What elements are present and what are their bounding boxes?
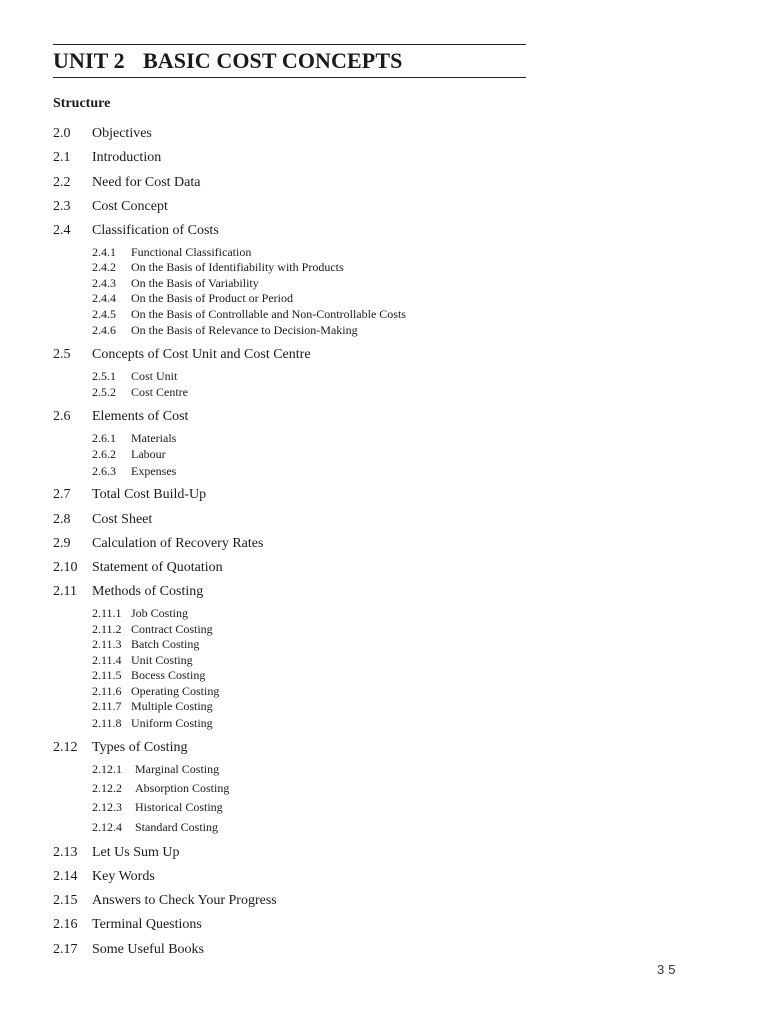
- toc-subnumber: 2.4.5: [92, 307, 116, 321]
- toc-title: Total Cost Build-Up: [92, 487, 207, 502]
- toc-number: 2.6: [53, 409, 71, 424]
- toc-subtitle: Bocess Costing: [131, 668, 206, 682]
- toc-entry: [53, 559, 223, 577]
- toc-subentry: [92, 307, 406, 322]
- header-rule-bottom: [53, 77, 526, 78]
- toc-subnumber: 2.6.3: [92, 464, 116, 478]
- toc-subtitle: Cost Centre: [131, 385, 188, 399]
- toc-number: 2.1: [53, 150, 71, 165]
- toc-subnumber: 2.4.3: [92, 276, 116, 290]
- toc-title: Elements of Cost: [92, 409, 189, 424]
- toc-number: 2.11: [53, 584, 77, 599]
- toc-title: Statement of Quotation: [92, 560, 223, 575]
- toc-number: 2.13: [53, 845, 78, 860]
- toc-subentry: [92, 762, 219, 777]
- toc-subtitle: Labour: [131, 447, 166, 461]
- toc-number: 2.15: [53, 893, 78, 908]
- toc-subtitle: Job Costing: [131, 606, 189, 620]
- toc-number: 2.3: [53, 199, 71, 214]
- toc-title: Some Useful Books: [92, 942, 204, 957]
- toc-entry: [53, 222, 219, 240]
- toc-subtitle: Materials: [131, 431, 177, 445]
- toc-entry: [53, 844, 180, 862]
- toc-subnumber: 2.12.2: [92, 781, 122, 795]
- toc-subtitle: Marginal Costing: [135, 762, 220, 776]
- toc-subtitle: Standard Costing: [135, 820, 218, 834]
- toc-entry: [53, 583, 203, 601]
- toc-subentry: [92, 276, 259, 291]
- toc-subentry: [92, 800, 223, 815]
- toc-subnumber: 2.11.2: [92, 622, 122, 636]
- toc-entry: [53, 346, 311, 364]
- toc-entry: [53, 198, 168, 216]
- toc-title: Terminal Questions: [92, 917, 202, 932]
- toc-entry: [53, 149, 161, 167]
- toc-subtitle: Expenses: [131, 464, 177, 478]
- toc-subtitle: On the Basis of Identifiability with Products: [131, 260, 344, 274]
- toc-subentry: [92, 820, 218, 835]
- toc-number: 2.10: [53, 560, 78, 575]
- toc-subentry: [92, 447, 166, 462]
- toc-number: 2.2: [53, 175, 71, 190]
- toc-subentry: [92, 716, 213, 731]
- toc-number: 2.14: [53, 869, 78, 884]
- toc-entry: [53, 941, 204, 959]
- toc-title: Objectives: [92, 126, 152, 141]
- unit-title-text: BASIC COST CONCEPTS: [143, 48, 403, 73]
- toc-title: Cost Sheet: [92, 512, 153, 527]
- toc-number: 2.8: [53, 512, 71, 527]
- toc-subtitle: On the Basis of Product or Period: [131, 291, 293, 305]
- toc-subnumber: 2.6.1: [92, 431, 116, 445]
- toc-title: Methods of Costing: [92, 584, 204, 599]
- toc-number: 2.5: [53, 347, 71, 362]
- toc-subnumber: 2.4.2: [92, 260, 116, 274]
- toc-subnumber: 2.4.1: [92, 245, 116, 259]
- toc-subnumber: 2.4.6: [92, 323, 116, 337]
- toc-entry: [53, 535, 263, 553]
- toc-subtitle: Contract Costing: [131, 622, 213, 636]
- toc-title: Classification of Costs: [92, 223, 219, 238]
- toc-subentry: [92, 464, 176, 479]
- toc-number: 2.0: [53, 126, 71, 141]
- toc-title: Answers to Check Your Progress: [92, 893, 277, 908]
- toc-subentry: [92, 699, 213, 714]
- toc-entry: [53, 739, 187, 757]
- toc-subentry: [92, 385, 188, 400]
- toc-number: 2.12: [53, 740, 78, 755]
- toc-subentry: [92, 653, 193, 668]
- toc-subtitle: Historical Costing: [135, 800, 223, 814]
- toc-subtitle: Absorption Costing: [135, 781, 230, 795]
- toc-subnumber: 2.11.6: [92, 684, 122, 698]
- toc-title: Introduction: [92, 150, 162, 165]
- toc-subnumber: 2.12.3: [92, 800, 122, 814]
- toc-subentry: [92, 431, 176, 446]
- toc-subtitle: On the Basis of Relevance to Decision-Making: [131, 323, 358, 337]
- toc-number: 2.4: [53, 223, 71, 238]
- toc-subentry: [92, 245, 251, 260]
- toc-entry: [53, 868, 155, 886]
- toc-subtitle: On the Basis of Controllable and Non-Controllable Costs: [131, 307, 406, 321]
- toc-title: Key Words: [92, 869, 155, 884]
- toc-subnumber: 2.11.8: [92, 716, 122, 730]
- toc-subtitle: Functional Classification: [131, 245, 252, 259]
- toc-title: Let Us Sum Up: [92, 845, 180, 860]
- toc-entry: [53, 486, 206, 504]
- toc-number: 2.7: [53, 487, 71, 502]
- toc-subentry: [92, 291, 293, 306]
- toc-title: Cost Concept: [92, 199, 168, 214]
- structure-heading: Structure: [53, 96, 111, 111]
- toc-subentry: [92, 781, 229, 796]
- header-rule-top: [53, 44, 526, 45]
- toc-subtitle: Uniform Costing: [131, 716, 213, 730]
- toc-entry: [53, 125, 152, 143]
- toc-number: 2.17: [53, 942, 78, 957]
- toc-entry: [53, 511, 152, 529]
- toc-subentry: [92, 606, 188, 621]
- toc-subnumber: 2.4.4: [92, 291, 116, 305]
- unit-label: UNIT 2: [53, 48, 125, 73]
- toc-number: 2.16: [53, 917, 78, 932]
- toc-subentry: [92, 684, 219, 699]
- toc-entry: [53, 916, 202, 934]
- toc-subtitle: Multiple Costing: [131, 699, 213, 713]
- toc-subnumber: 2.11.4: [92, 653, 122, 667]
- toc-subnumber: 2.5.2: [92, 385, 116, 399]
- toc-entry: [53, 174, 200, 192]
- toc-subnumber: 2.11.3: [92, 637, 122, 651]
- toc-entry: [53, 892, 277, 910]
- toc-subentry: [92, 323, 358, 338]
- page-number: 35: [657, 962, 680, 977]
- toc-title: Types of Costing: [92, 740, 188, 755]
- toc-title: Calculation of Recovery Rates: [92, 536, 264, 551]
- toc-subnumber: 2.5.1: [92, 369, 116, 383]
- toc-subentry: [92, 260, 344, 275]
- toc-subentry: [92, 637, 199, 652]
- toc-subnumber: 2.11.1: [92, 606, 122, 620]
- toc-title: Need for Cost Data: [92, 175, 201, 190]
- toc-subnumber: 2.12.4: [92, 820, 122, 834]
- unit-title: [53, 47, 402, 75]
- toc-subtitle: Cost Unit: [131, 369, 178, 383]
- toc-subnumber: 2.11.5: [92, 668, 122, 682]
- toc-number: 2.9: [53, 536, 71, 551]
- toc-subnumber: 2.11.7: [92, 699, 122, 713]
- toc-subtitle: Batch Costing: [131, 637, 200, 651]
- toc-entry: [53, 408, 188, 426]
- toc-subentry: [92, 369, 177, 384]
- toc-subtitle: On the Basis of Variability: [131, 276, 259, 290]
- toc-title: Concepts of Cost Unit and Cost Centre: [92, 347, 311, 362]
- toc-subentry: [92, 622, 213, 637]
- toc-subtitle: Operating Costing: [131, 684, 220, 698]
- toc-subentry: [92, 668, 205, 683]
- toc-subnumber: 2.6.2: [92, 447, 116, 461]
- toc-subtitle: Unit Costing: [131, 653, 193, 667]
- toc-subnumber: 2.12.1: [92, 762, 122, 776]
